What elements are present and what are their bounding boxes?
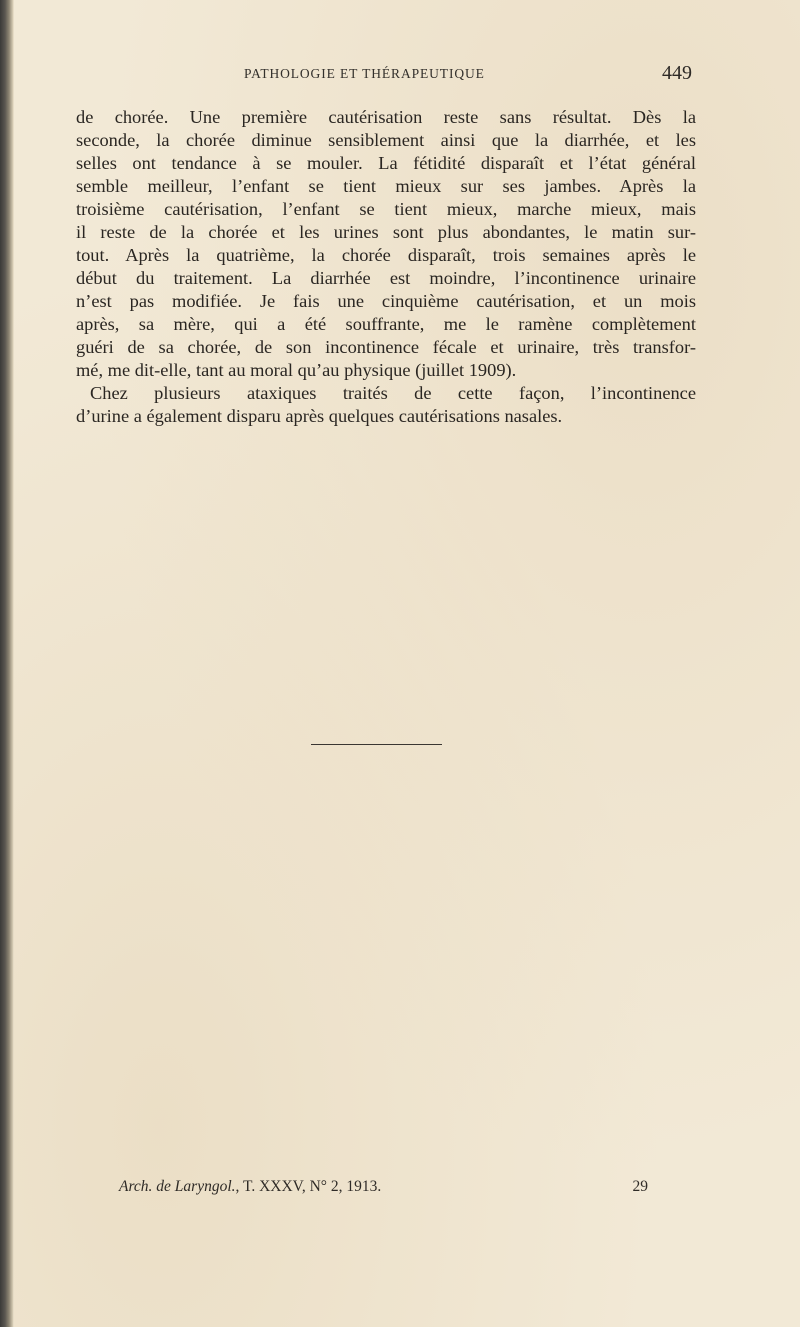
body-text (76, 106, 696, 428)
running-header (76, 62, 696, 90)
text-line: début du traitement. La diarrhée est moindre, l’incontinence urinaire (76, 268, 696, 288)
running-title: PATHOLOGIE ET THÉRAPEUTIQUE (244, 66, 485, 81)
text-line: tout. Après la quatrième, la chorée disparaît, trois semaines après le (76, 245, 696, 265)
text-line: d’urine a également disparu après quelques cautérisations nasales. (76, 406, 563, 426)
page-footer (119, 1178, 648, 1202)
text-line: n’est pas modifiée. Je fais une cinquième cautérisation, et un mois (76, 291, 696, 311)
journal-title: Arch. de Laryngol. (119, 1178, 236, 1195)
book-binding-edge (0, 0, 14, 1327)
text-line: selles ont tendance à se mouler. La fétidité disparaît et l’état général (76, 153, 696, 173)
text-line: de chorée. Une première cautérisation reste sans résultat. Dès la (76, 107, 696, 127)
text-line: troisième cautérisation, l’enfant se tient mieux, marche mieux, mais (76, 199, 696, 219)
text-line: guéri de sa chorée, de son incontinence fécale et urinaire, très transfor- (76, 337, 696, 357)
text-line: il reste de la chorée et les urines sont plus abondantes, le matin sur- (76, 222, 696, 242)
text-line: semble meilleur, l’enfant se tient mieux sur ses jambes. Après la (76, 176, 696, 196)
text-line: mé, me dit-elle, tant au moral qu’au physique (juillet 1909). (76, 360, 517, 380)
section-divider-rule (311, 744, 442, 745)
signature-mark: 29 (632, 1178, 648, 1195)
text-line: après, sa mère, qui a été souffrante, me le ramène complètement (76, 314, 696, 334)
text-line: Chez plusieurs ataxiques traités de cette façon, l’incontinence (90, 383, 696, 403)
page-number: 449 (662, 62, 692, 84)
text-line: seconde, la chorée diminue sensiblement ainsi que la diarrhée, et les (76, 130, 696, 150)
journal-citation (119, 1178, 381, 1196)
journal-volume-issue: , T. XXXV, N° 2, 1913. (235, 1178, 382, 1195)
